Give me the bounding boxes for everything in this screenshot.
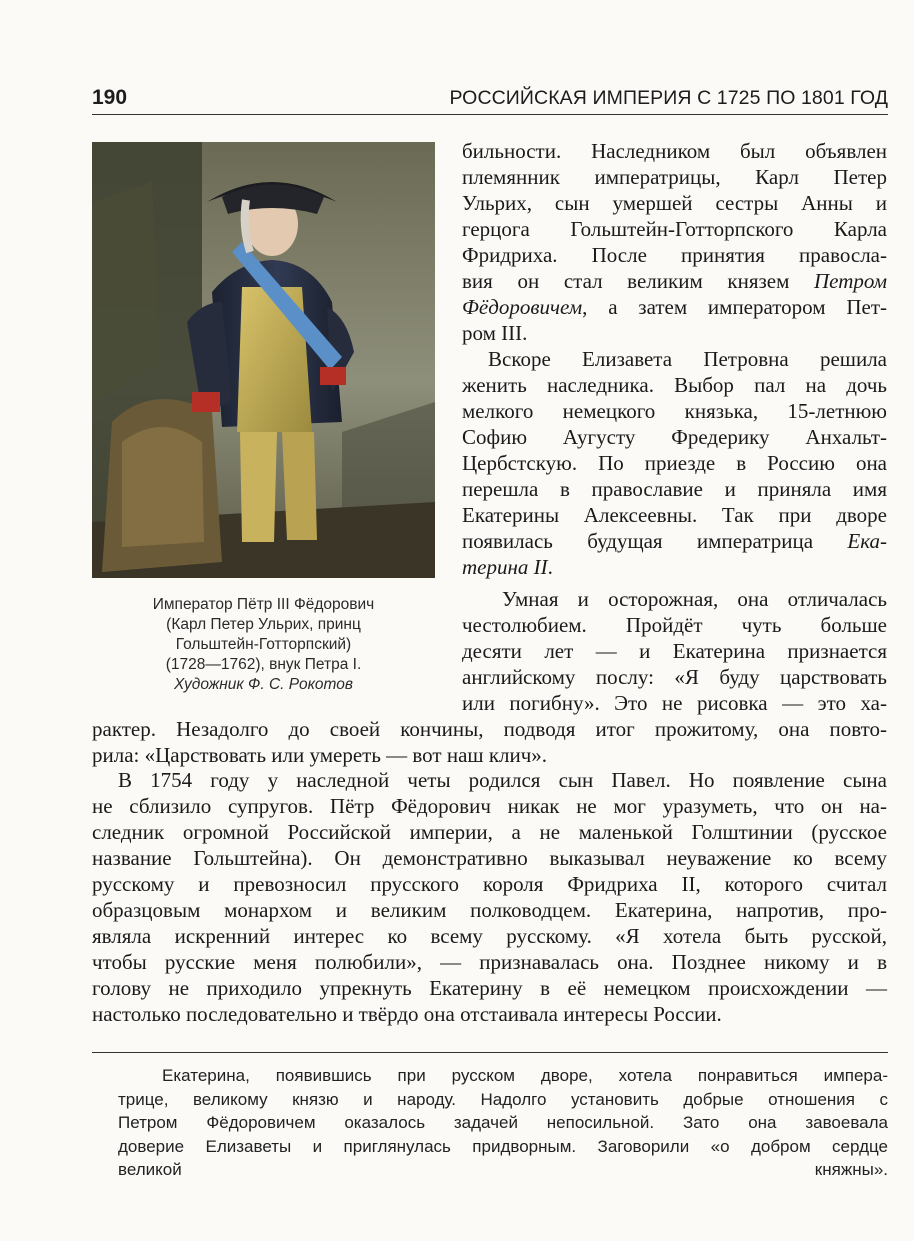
note-line: доверие Елизаветы и приглянулась придворным. Заговорили «о добром сердце	[118, 1136, 888, 1156]
note-line: Екатерина, появившись при русском дворе, хотела понравиться импера-	[162, 1066, 888, 1085]
paragraph-2	[462, 346, 887, 580]
text-line: чтобы русские меня полюбили», — признавалась она. Позднее никому и в	[92, 950, 887, 974]
paragraph-3-continued	[92, 716, 887, 768]
text-run: вия он стал великим князем	[462, 269, 815, 293]
text-line	[462, 528, 887, 554]
caption-artist: Художник Ф. С. Рокотов	[174, 676, 353, 693]
text-line	[462, 294, 887, 320]
caption-line: Император Пётр III Фёдорович	[152, 596, 375, 613]
text-run: появилась будущая императрица	[462, 529, 848, 553]
text-line: не сблизило супругов. Пётр Фёдорович никак не мог уразуметь, что он на-	[92, 794, 887, 818]
text-line: десяти лет — и Екатерина признается	[462, 639, 887, 663]
text-line: В 1754 году у наследной четы родился сын Павел. Но появление сына	[118, 768, 887, 792]
text-line: следник огромной Российской империи, а не маленькой Голштинии (русское	[92, 820, 887, 844]
caption-line: Гольштейн-Готторпский)	[175, 636, 352, 653]
text-line: мелкого немецкого князька, 15-летнюю	[462, 399, 887, 423]
text-line: Умная и осторожная, она отличалась	[502, 587, 887, 611]
text-line: голову не приходило упрекнуть Екатерину в её немецком происхождении —	[92, 976, 887, 1000]
paragraph-3	[462, 586, 887, 716]
text-line: рила: «Царствовать или умереть — вот наш клич».	[92, 743, 548, 767]
portrait-image	[92, 142, 435, 578]
paragraph-1	[462, 138, 887, 346]
text-run: , а затем императором Пет-	[582, 295, 887, 319]
text-line: бильности. Наследником был объявлен	[462, 139, 887, 163]
text-line: английскому послу: «Я буду царствовать	[462, 665, 887, 689]
text-run: .	[547, 555, 553, 579]
emphasis: Петром	[814, 269, 887, 293]
text-line: Екатерины Алексеевны. Так при дворе	[462, 503, 887, 527]
text-line: Фридриха. После принятия правосла-	[462, 243, 887, 267]
text-line: являла искренний интерес ко всему русскому. «Я хотела быть русской,	[92, 924, 887, 948]
text-line: Вскоре Елизавета Петровна решила	[488, 347, 887, 371]
text-line: племянник императрицы, Карл Петер	[462, 165, 887, 189]
text-line: перешла в православие и приняла имя	[462, 477, 887, 501]
page-number: 190	[92, 86, 128, 109]
text-line: герцога Гольштейн-Готторпского Карла	[462, 217, 887, 241]
text-line: настолько последовательно и твёрдо она отстаивала интересы России.	[92, 1002, 722, 1026]
emphasis: Ека-	[847, 529, 887, 553]
portrait-painting	[92, 142, 435, 578]
page-header	[92, 84, 888, 115]
text-line	[462, 554, 887, 580]
caption-line: (1728—1762), внук Петра I.	[165, 656, 362, 673]
text-line: честолюбием. Пройдёт чуть больше	[462, 613, 887, 637]
text-line	[462, 268, 887, 294]
sidebar-note	[118, 1064, 888, 1182]
text-line: Цербстскую. По приезде в Россию она	[462, 451, 887, 475]
caption-line: (Карл Петер Ульрих, принц	[166, 616, 361, 633]
running-title: РОССИЙСКАЯ ИМПЕРИЯ С 1725 ПО 1801 ГОД	[449, 87, 888, 109]
note-line: великой княжны».	[118, 1160, 888, 1179]
section-divider	[92, 1052, 888, 1053]
portrait-caption	[92, 595, 435, 695]
text-line: или погибну». Это не рисовка — это ха-	[462, 691, 887, 715]
paragraph-4	[92, 767, 887, 1027]
text-line: образцовым монархом и великим полководцем. Екатерина, напротив, про-	[92, 898, 887, 922]
note-line: Петром Фёдоровичем оказалось задачей непосильной. Зато она завоевала	[118, 1113, 888, 1132]
text-line: Софию Аугусту Фредерику Анхальт-	[462, 425, 887, 449]
emphasis: терина II	[462, 555, 548, 579]
text-line: рактер. Незадолго до своей кончины, подводя итог прожитому, она повто-	[92, 717, 887, 741]
emphasis: Фёдоровичем	[462, 295, 583, 319]
text-line: ром III.	[462, 321, 528, 345]
text-line: русскому и превозносил прусского короля Фридриха II, которого считал	[92, 872, 887, 896]
text-line: Ульрих, сын умершей сестры Анны и	[462, 191, 887, 215]
text-line: женить наследника. Выбор пал на дочь	[462, 373, 887, 397]
note-line: трице, великому князю и народу. Надолго установить добрые отношения с	[118, 1089, 888, 1109]
text-line: название Гольштейна). Он демонстративно выказывал неуважение ко всему	[92, 846, 887, 870]
